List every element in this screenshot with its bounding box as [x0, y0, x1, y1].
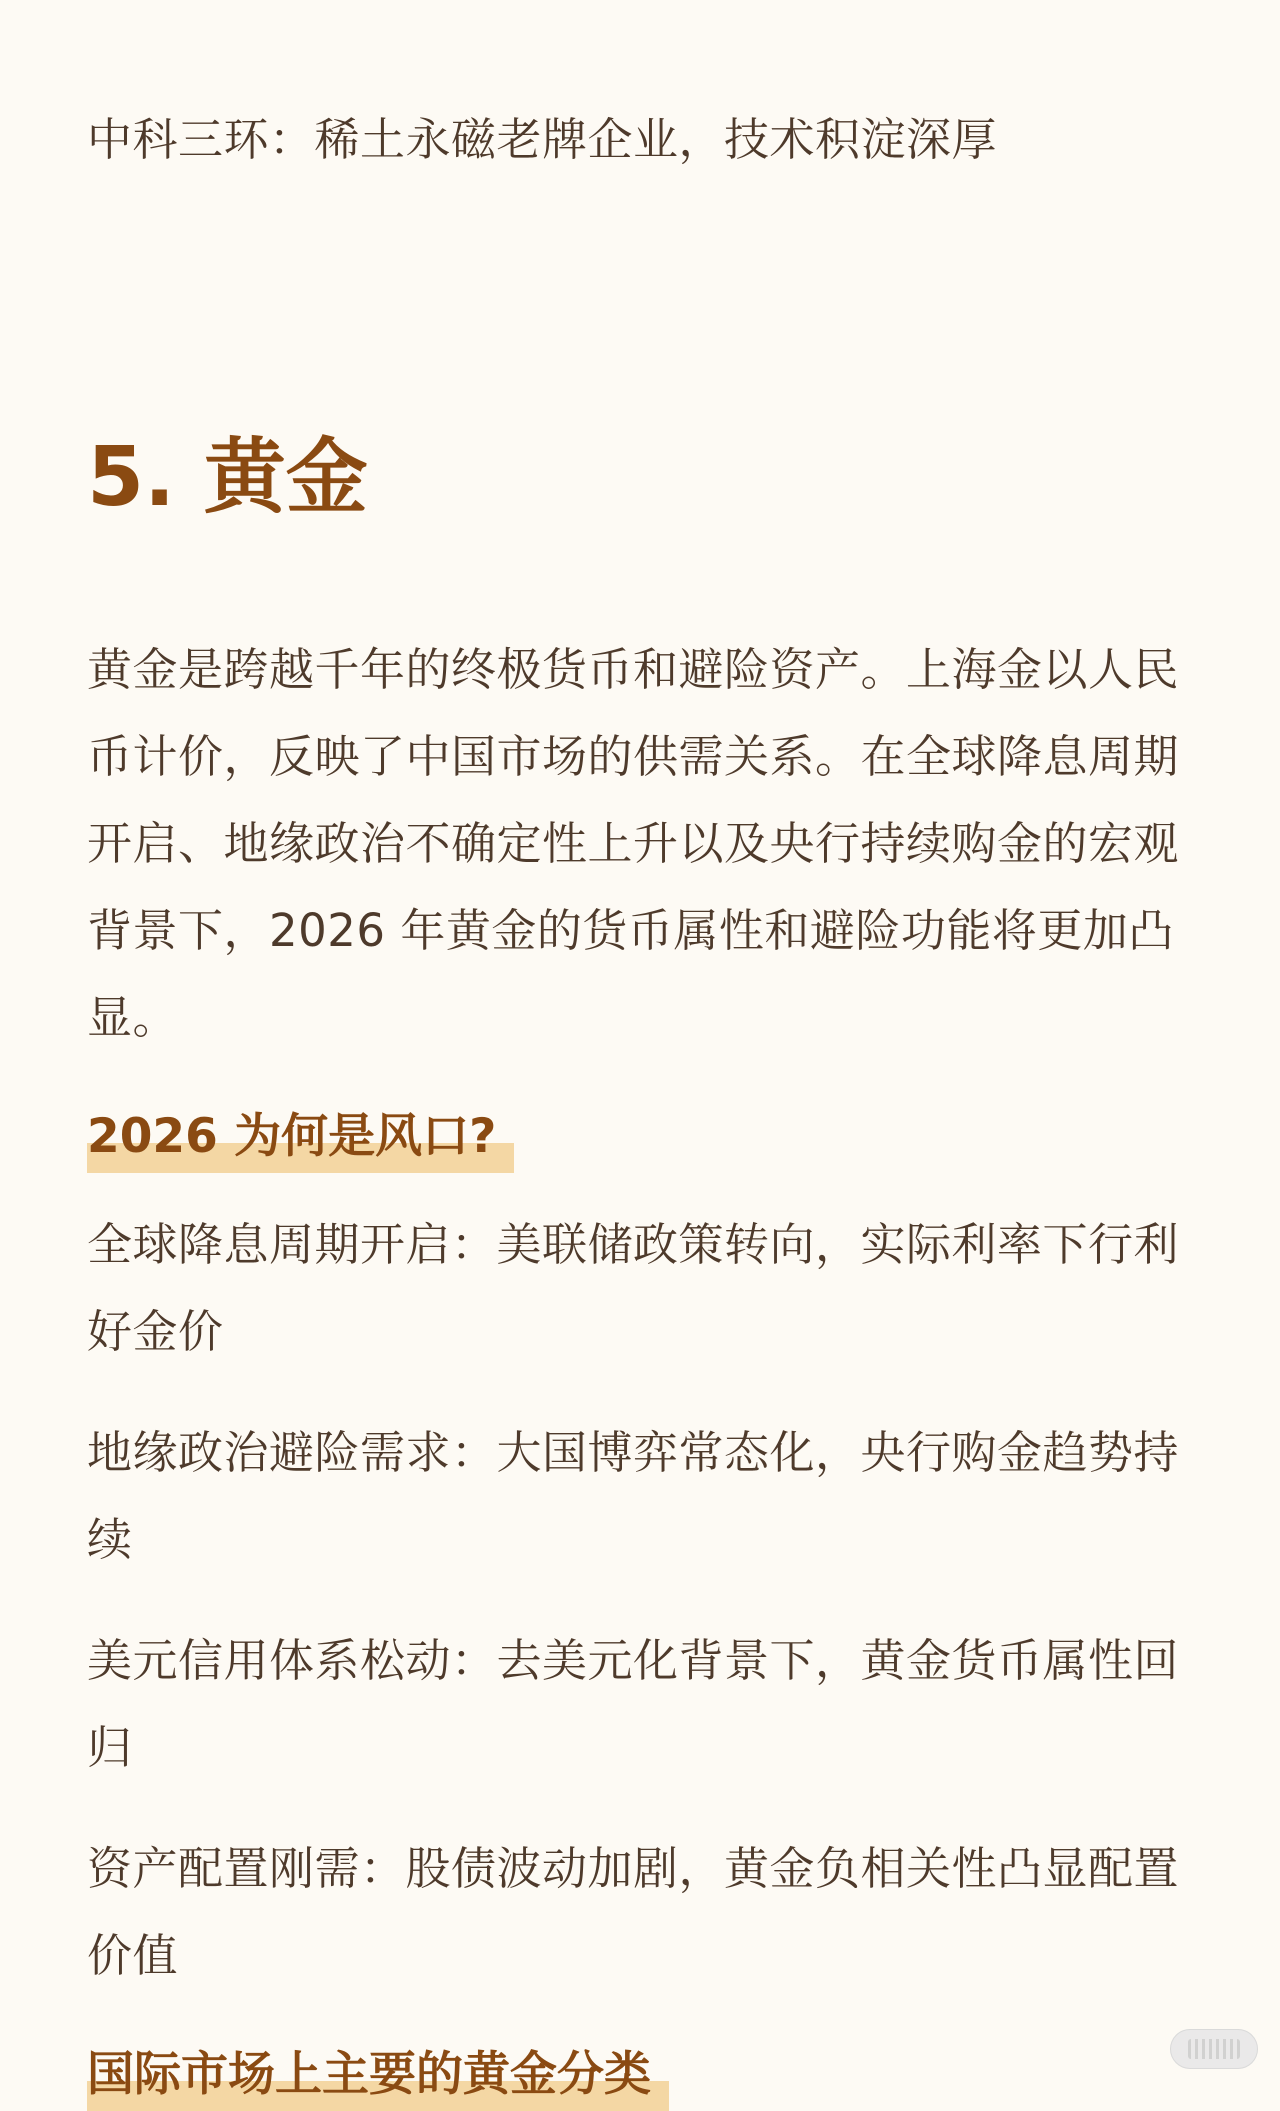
why-heading [87, 1101, 514, 1173]
reason-item: 资产配置刚需：股债波动加剧，黄金负相关性凸显配置价值 [87, 1842, 1180, 1982]
reason-item: 地缘政治避险需求：大国博弈常态化，央行购金趋势持续 [87, 1426, 1180, 1566]
categories-heading [87, 2039, 669, 2111]
intro-line: 中科三环：稀土永磁老牌企业，技术积淀深厚 [87, 113, 998, 166]
reason-item: 美元信用体系松动：去美元化背景下，黄金货币属性回归 [87, 1634, 1180, 1774]
watermark-icon [1170, 2029, 1258, 2069]
categories-heading-text: 国际市场上主要的黄金分类 [87, 2047, 651, 2102]
article-content [87, 96, 1197, 2111]
why-heading-text: 2026 为何是风口? [87, 1109, 497, 1164]
section-paragraph: 黄金是跨越千年的终极货币和避险资产。上海金以人民币计价，反映了中国市场的供需关系。在全球降息周期开启、地缘政治不确定性上升以及央行持续购金的宏观背景下，2026 年黄金的货币属性和避险功能将更加凸显。 [87, 643, 1180, 1044]
section-title: 5. 黄金 [87, 430, 368, 525]
reason-item: 全球降息周期开启：美联储政策转向，实际利率下行利好金价 [87, 1218, 1180, 1358]
